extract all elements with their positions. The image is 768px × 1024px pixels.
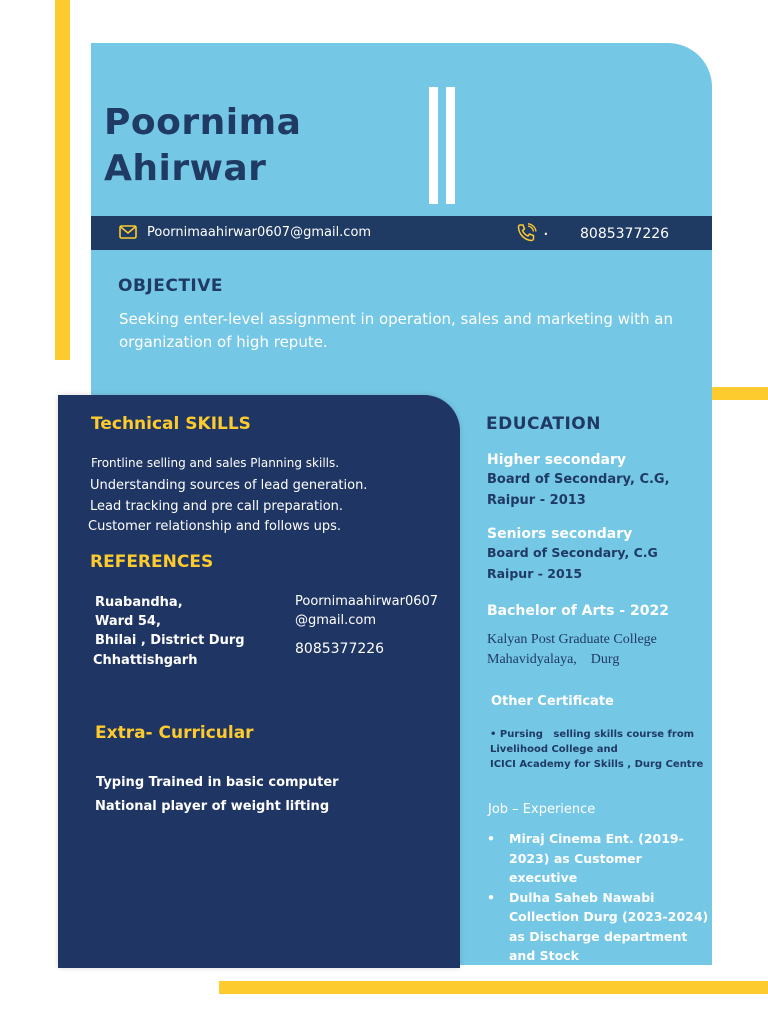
higher-secondary-place: Raipur - 2013 [487, 493, 586, 508]
accent-bar-bottom [219, 981, 768, 994]
skill-item: Frontline selling and sales Planning skills. [91, 456, 340, 470]
bachelor-title: Bachelor of Arts - 2022 [487, 603, 669, 619]
reference-address-line: Ruabandha, [95, 595, 183, 610]
accent-bar-left [55, 0, 70, 360]
list-item: • Miraj Cinema Ent. (2019-2023) as Customer executive [487, 831, 684, 885]
higher-secondary-title: Higher secondary [487, 452, 626, 468]
contact-phone[interactable]: 8085377226 [580, 226, 670, 242]
objective-heading: OBJECTIVE [118, 276, 224, 296]
decorative-stripe-1 [429, 87, 438, 204]
references-heading: REFERENCES [90, 552, 214, 572]
phone-icon [516, 223, 538, 243]
bachelor-college: Kalyan Post Graduate College [487, 632, 657, 647]
objective-text: Seeking enter-level assignment in operation, sales and marketing with an organization of high repute. [119, 310, 674, 351]
certificate-line: • Pursing selling skills course from [490, 729, 695, 740]
list-item: • Dulha Saheb Nawabi Collection Durg (2023-2024) as Discharge department and Stock [487, 889, 709, 963]
seniors-secondary-place: Raipur - 2015 [487, 566, 583, 581]
reference-email-line[interactable]: @gmail.com [295, 613, 377, 628]
other-certificate-title: Other Certificate [491, 694, 614, 709]
certificate-line: Livelihood College and [490, 744, 618, 755]
bachelor-college-place: Mahavidyalaya, Durg [487, 652, 620, 667]
job-experience-title: Job – Experience [488, 802, 596, 817]
seniors-secondary-title: Seniors secondary [487, 526, 633, 542]
extra-curricular-item: National player of weight lifting [95, 799, 330, 814]
extra-curricular-heading: Extra- Curricular [95, 723, 254, 743]
bullet-icon: • [487, 889, 495, 905]
higher-secondary-board: Board of Secondary, C.G, [487, 472, 670, 487]
contact-bar [91, 216, 712, 250]
skill-item: Understanding sources of lead generation. [90, 478, 368, 493]
name-last: Ahirwar [104, 148, 267, 189]
certificate-line: ICICI Academy for Skills , Durg Centre [490, 759, 704, 770]
separator-dot: . [543, 219, 549, 240]
reference-address-line: Ward 54, [95, 614, 161, 629]
skill-item: Customer relationship and follows ups. [88, 519, 342, 534]
education-heading: EDUCATION [486, 414, 601, 434]
technical-skills-heading: Technical SKILLS [91, 414, 251, 434]
extra-curricular-item: Typing Trained in basic computer [96, 775, 339, 790]
name-first: Poornima [104, 102, 302, 143]
contact-email[interactable]: Poornimaahirwar0607@gmail.com [147, 225, 372, 240]
seniors-secondary-board: Board of Secondary, C.G [487, 545, 658, 560]
bullet-icon: • [490, 729, 497, 740]
job-list [487, 829, 709, 966]
decorative-stripe-2 [446, 87, 455, 204]
reference-email-line[interactable]: Poornimaahirwar0607 [295, 594, 439, 609]
reference-address-line: Bhilai , District Durg [95, 633, 245, 648]
mail-icon [119, 225, 137, 239]
reference-phone[interactable]: 8085377226 [295, 641, 385, 657]
skill-item: Lead tracking and pre call preparation. [90, 499, 344, 514]
reference-address-line: Chhattishgarh [93, 653, 198, 668]
bullet-icon: • [487, 831, 495, 846]
